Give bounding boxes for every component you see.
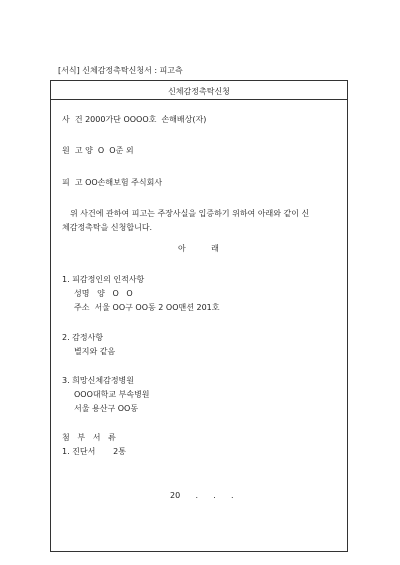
attachment-item-1: 1. 진단서 2통 bbox=[62, 447, 126, 456]
header-caption: [서식] 신체감정촉탁신청서 : 피고측 bbox=[58, 66, 183, 75]
plaintiff-line: 원 고 양 O O준 외 bbox=[62, 146, 134, 155]
item3-location: 서울 용산구 OO동 bbox=[74, 404, 139, 413]
form-title-row bbox=[50, 80, 348, 100]
item3-hospital: OOO대학교 부속병원 bbox=[74, 390, 150, 399]
item3-title: 3. 희망신체감정병원 bbox=[62, 376, 134, 385]
notice-heading: 아 래 bbox=[178, 244, 219, 253]
intro-line-1: 위 사건에 관하여 피고는 주장사실을 입증하기 위하여 아래와 같이 신 bbox=[70, 209, 310, 218]
intro-line-2: 체감정촉탁을 신청합니다. bbox=[62, 223, 153, 232]
date-line: 20 . . . bbox=[170, 491, 234, 500]
item2-title: 2. 감정사항 bbox=[62, 333, 104, 342]
item1-name: 성명 양 O O bbox=[74, 289, 133, 298]
item1-title: 1. 피감정인의 인적사항 bbox=[62, 275, 145, 284]
defendant-line: 피 고 OO손해보험 주식회사 bbox=[62, 178, 163, 187]
attachments-heading: 첨 부 서 류 bbox=[62, 433, 116, 442]
case-line: 사 건 2000가단 OOOO호 손해배상(자) bbox=[62, 115, 207, 124]
item1-address: 주소 서울 OO구 OO동 2 OO맨션 201호 bbox=[74, 303, 220, 312]
item2-detail: 별지와 같음 bbox=[74, 347, 116, 356]
form-title: 신체감정촉탁신청 bbox=[168, 87, 230, 96]
